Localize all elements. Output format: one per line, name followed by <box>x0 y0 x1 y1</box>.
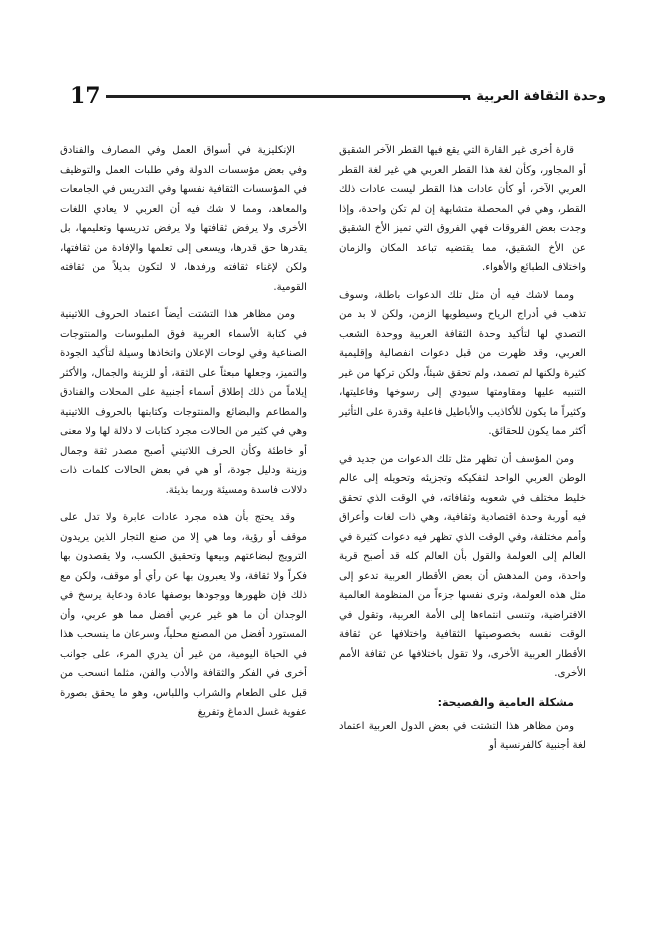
paragraph: قارة أخرى غير القارة التي يقع فيها القطر الآخر الشقيق أو المجاور، وكأن لغة هذا القطر العربي هي غير لغة القطر العربي الآخر، أو كأن عادات هذا القطر ليست عادات ذلك القطر، وهي في المحصلة متشابهة إن لم تكن واحدة، وإذا وجدت بعض الفروقات فهي الفروق التي تميز الأخ الشقيق عن الأخ الشقيق، مما يقتضيه تباعد المكان والزمان واختلاف الطبائع والأهواء. <box>339 145 586 273</box>
paragraph: وقد يحتج بأن هذه مجرد عادات عابرة ولا تدل على موقف أو رؤية، وما هي إلا من صنع التجار الذين يريدون الترويج لبضاعتهم وبيعها وتحقيق الكسب، ولا يقصدون بها فكراً ولا ثقافة، ولا يعبرون بها عن رأي أو موقف، ولكن مع ذلك فإن ظهورها ووجودها بوصفها عادة ودعاية يرسخ في الوجدان أن ما هو غير عربي أفضل مما هو عربي، وأن المستورد أفضل من المصنع محلياً، وسرعان ما ينسحب هذا في الحياة اليومية، من غير أن يدري المرء، على جوانب أخرى في الفكر والثقافة والأدب والفن، مثلما انسحب من قبل على الطعام والشراب واللباس، وهو ما يحقق بصورة عفوية غسل الدماغ وتفريغ <box>60 512 307 718</box>
page-number: 17 <box>70 83 101 109</box>
running-header <box>44 82 606 112</box>
left-column <box>60 141 307 723</box>
header-rule <box>106 95 470 98</box>
paragraph: ومن مظاهر هذا التشتت أيضاً اعتماد الحروف اللاتينية في كتابة الأسماء العربية فوق الملبوسات والمنتوجات الصناعية وفي لوحات الإعلان واتخاذها وسيلة لتأكيد الجودة والتميز، وجعلها مبعثاً على الثقة، أو للزينة والجمال، والأكثر إيلاماً من ذلك إطلاق أسماء أجنبية على المحلات والفنادق والمطاعم والبضائع والمنتوجات وكتابتها بالحروف اللاتينية وهي في كثير من الحالات مجرد كتابات لا دلالة لها ولا معنى أو خاطئة وكأن الحرف اللاتيني أصبح مصدر ثقة وجمال وزينة ودليل جودة، أو هي في بعض الحالات كلمات ذات دلالات فاسدة ومسيئة وربما بذيئة. <box>60 309 307 496</box>
right-column <box>339 141 586 756</box>
journal-title: وحدة الثقافة العربية .. <box>461 89 606 104</box>
section-heading: مشكلة العامية والفصيحة: <box>437 695 574 709</box>
paragraph: الإنكليزية في أسواق العمل وفي المصارف والفنادق وفي بعض مؤسسات الدولة وفي طلبات العمل والتوظيف في المؤسسات الثقافية نفسها وفي التدريس في الجامعات والمعاهد، ومما لا شك فيه أن العربي لا يعادي اللغات الأخرى ولا يرفض ثقافتها ولا يرفض تدريسها وتعليمها، بل يقدرها حق قدرها، ويسعى إلى تعلمها والإفادة من ثقافتها، ولكن لإغناء ثقافته ورفدها، لا لتكون بديلاً من ثقافته القومية. <box>60 145 307 293</box>
paragraph: ومن مظاهر هذا التشتت في بعض الدول العربية اعتماد لغة أجنبية كالفرنسية أو <box>339 720 586 751</box>
paragraph: ومن المؤسف أن تظهر مثل تلك الدعوات من جديد في الوطن العربي الواحد لتفكيكه وتجزيئه وتحويله إلى عالم خليط مختلف في شعوبه وثقافاته، في الوقت الذي تحقق فيه أوربة وحدة اقتصادية وثقافية، وهي ذات لغات وأعراق وأمم مختلفة، وفي الوقت الذي تظهر فيه دعوات كثيرة في العالم إلى العولمة والقول بأن العالم كله قد أصبح قرية واحدة، ومن المدهش أن بعض الأقطار العربية تدعو إلى مثل هذه العولمة، وترى نفسها جزءاً من المنظومة العالمية الافتراضية، وتنسى انتماءها إلى الأمة العربية، وتقول في الوقت نفسه بخصوصيتها الثقافية واختلافها عن ثقافة الأقطار العربية الأخرى، ولا تقول باختلافها عن ثقافة الأمم الأخرى. <box>339 453 586 679</box>
paragraph: ومما لاشك فيه أن مثل تلك الدعوات باطلة، وسوف تذهب في أدراج الرياح وسيطويها الزمن، ولكن لا بد من التصدي لها لتأكيد وحدة الثقافة العربية ووحدة الشعب العربي، وقد ظهرت من قبل دعوات انفصالية وإقليمية كثيرة ولكنها لم تصمد، ولم تحقق شيئاً، ولكن تركها من غير التنبيه عليها ومقاومتها سيودي إلى رسوخها وفاعليتها، وكثيراً ما يكون للأكاذيب والأباطيل فاعلية وقدرة على التأثير أكثر مما يكون للحقائق. <box>339 289 586 437</box>
